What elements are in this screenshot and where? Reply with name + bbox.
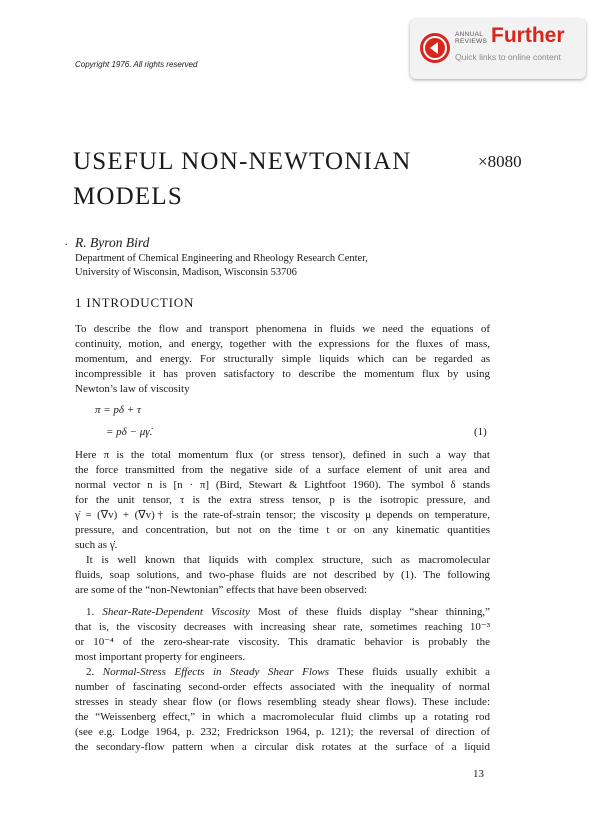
article-title-line1: USEFUL NON-NEWTONIAN <box>73 148 412 175</box>
body-line: Here π is the total momentum flux (or stress tensor), defined in such a way that <box>75 449 490 461</box>
badge-brand <box>455 31 487 45</box>
badge-annual-text: ANNUAL <box>455 31 484 38</box>
affiliation-line1: Department of Chemical Engineering and Rheology Research Center, <box>75 253 368 264</box>
body-line: for the unit tensor, τ is the extra stress tensor, p is the isotropic pressure, and <box>75 494 490 506</box>
item-heading: Shear-Rate-Dependent Viscosity <box>102 606 250 618</box>
body-line: momentum, and energy. For structurally simple liquids which can be regarded as <box>75 353 490 365</box>
item-heading: Normal-Stress Effects in Steady Shear Flows <box>102 666 329 678</box>
body-line: are some of the “non-Newtonian” effects that have been observed: <box>75 584 368 596</box>
equation-line1: π = pδ + τ <box>95 404 141 416</box>
body-line: such as γ̇. <box>75 539 118 551</box>
body-line: pressure, and concentration, but not on the time t or on any kinematic quantities <box>75 524 490 536</box>
body-line: the force transmitted from the negative side of a surface element of unit area and <box>75 464 490 476</box>
body-line: continuity, motion, and energy, together with the expressions for the fluxes of mass, <box>75 338 490 350</box>
equation-line2: = pδ − μγ̇. <box>106 426 153 438</box>
badge-reviews-text: REVIEWS <box>455 38 488 45</box>
body-line: the “Weissenberg effect,” in which a macromolecular fluid climbs up a rotating rod <box>75 711 490 723</box>
body-line: fluids, soap solutions, and two-phase fluids are not described by (1). The following <box>75 569 490 581</box>
body-line: most important property for engineers. <box>75 651 246 663</box>
article-title-line2: MODELS <box>73 183 183 210</box>
item-first-line: These fluids usually exhibit a <box>337 666 491 678</box>
list-item-1-heading-line <box>86 605 490 620</box>
item-number: 2. <box>86 666 95 678</box>
body-line: or 10⁻⁴ of the zero-shear-rate viscosity. This dramatic behavior is probably the <box>75 636 490 648</box>
section-heading: 1 INTRODUCTION <box>75 295 195 310</box>
back-arrow-icon <box>420 33 450 63</box>
body-line: that is, the viscosity decreases with increasing shear rate, sometimes reaching 10⁻³ <box>75 621 490 633</box>
page-number: 13 <box>473 768 484 780</box>
copyright-notice: Copyright 1976. All rights reserved <box>75 60 198 69</box>
equation-number: (1) <box>474 426 487 438</box>
body-line: number of fascinating second-order effects associated with the inequality of normal <box>75 681 490 693</box>
list-item-2-heading-line <box>86 665 490 680</box>
affiliation-line2: University of Wisconsin, Madison, Wisconsin 53706 <box>75 267 297 278</box>
body-line: (see e.g. Lodge 1964, p. 232; Fredrickson 1964, p. 121); the reversal of direction of <box>75 726 490 738</box>
body-line: Newton’s law of viscosity <box>75 383 190 395</box>
body-line: normal vector n is [n · π] (Bird, Stewart & Lightfoot 1960). The symbol δ stands <box>75 479 490 491</box>
author-name: R. Byron Bird <box>75 235 150 250</box>
margin-mark: . <box>65 237 68 248</box>
body-line: γ̇ = (∇v) + (∇v)† is the rate-of-strain tensor; the viscosity μ depends on temperature, <box>75 509 490 521</box>
article-code: ×8080 <box>478 152 522 171</box>
further-badge[interactable] <box>410 19 586 79</box>
badge-subtitle: Quick links to online content <box>455 52 561 62</box>
body-line: the secondary-flow pattern when a circular disk rotates at the surface of a liquid <box>75 741 490 753</box>
body-line: incompressible it has proven satisfactory to describe the momentum flux by using <box>75 368 490 380</box>
body-line: It is well known that liquids with complex structure, such as macromolecular <box>86 554 490 566</box>
item-number: 1. <box>86 606 95 618</box>
body-line: stresses in steady shear flow (or flows resembling steady shear flows). These include: <box>75 696 490 708</box>
badge-further-text: Further <box>491 24 565 47</box>
item-first-line: Most of these fluids display “shear thinning,” <box>257 606 490 618</box>
body-line: To describe the flow and transport phenomena in fluids we need the equations of <box>75 323 490 335</box>
